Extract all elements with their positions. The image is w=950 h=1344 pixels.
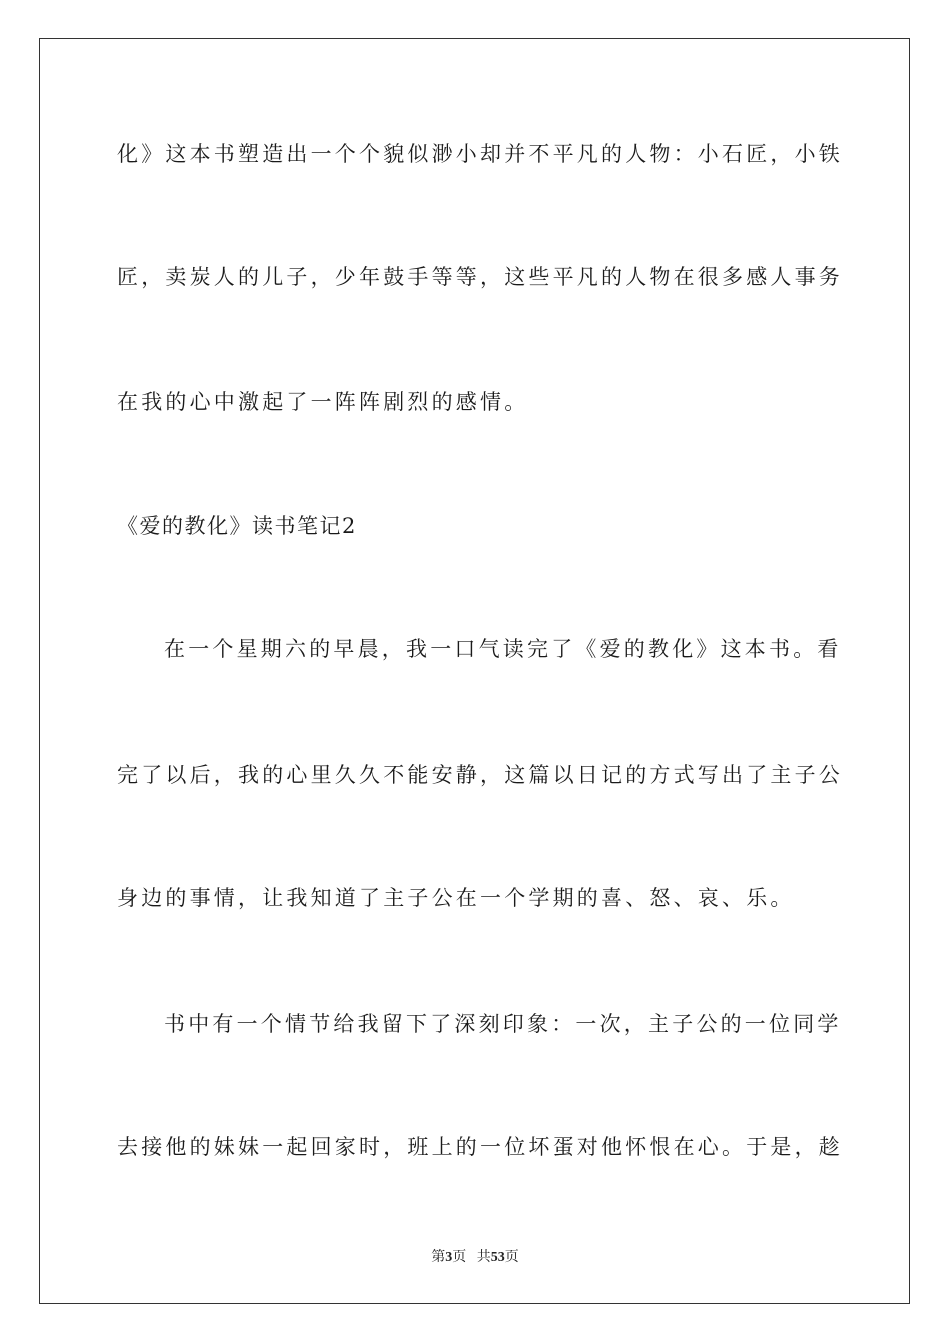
total-prefix: 共 <box>476 1250 491 1265</box>
body-line-7: 书中有一个情节给我留下了深刻印象：一次，主子公的一位同学 <box>164 1012 842 1036</box>
total-pages: 53 <box>490 1250 505 1265</box>
body-line-5: 完了以后，我的心里久久不能安静，这篇以日记的方式写出了主子公 <box>117 763 843 787</box>
body-line-3: 在我的心中激起了一阵阵剧烈的感情。 <box>117 390 529 414</box>
total-suffix: 页 <box>504 1250 519 1265</box>
page-border <box>39 38 910 1304</box>
page-number: 3 <box>445 1250 453 1265</box>
body-line-6: 身边的事情，让我知道了主子公在一个学期的喜、怒、哀、乐。 <box>117 886 795 910</box>
body-line-4: 在一个星期六的早晨，我一口气读完了《爱的教化》这本书。看 <box>164 637 842 661</box>
body-line-2: 匠，卖炭人的儿子，少年鼓手等等，这些平凡的人物在很多感人事务 <box>117 265 843 289</box>
body-line-8: 去接他的妹妹一起回家时，班上的一位坏蛋对他怀恨在心。于是，趁 <box>117 1135 843 1159</box>
page-footer <box>0 1246 950 1266</box>
page-prefix: 第 <box>431 1250 446 1265</box>
page-suffix: 页 <box>452 1250 467 1265</box>
section-heading: 《爱的教化》读书笔记2 <box>117 514 357 538</box>
body-line-1: 化》这本书塑造出一个个貌似渺小却并不平凡的人物：小石匠，小铁 <box>117 142 843 166</box>
